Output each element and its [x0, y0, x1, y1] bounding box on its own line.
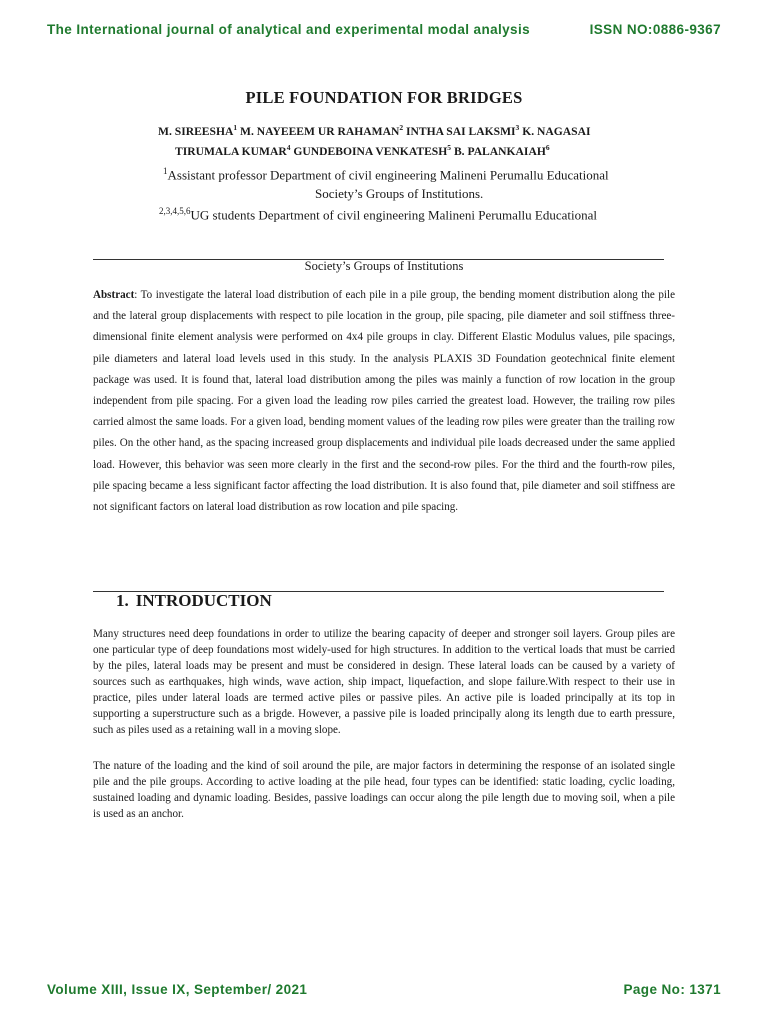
author-name: M. NAYEEEM UR RAHAMAN [240, 124, 400, 138]
author-sup: 6 [545, 142, 550, 152]
author-name: K. NAGASAI [522, 124, 591, 138]
section-title: INTRODUCTION [135, 591, 272, 610]
paper-title: PILE FOUNDATION FOR BRIDGES [245, 88, 523, 107]
author-name: INTHA SAI LAKSMI [406, 124, 516, 138]
affiliation-1 [92, 162, 732, 203]
affiliation-text: Society’s Groups of Institutions [304, 259, 464, 273]
author-line-1 [92, 120, 692, 140]
author-sup: 3 [515, 123, 520, 132]
journal-name: The International journal of analytical and experimental modal analysis [47, 22, 531, 37]
author-line-2 [92, 140, 692, 160]
abstract-text: : To investigate the lateral load distribution of each pile in a pile group, the bending moment distribution along the pile and the lateral group displacements with respect to pile location in the group, pile spacing, pile diameter and soil stiffness three-dimensional finite element analysis were performed on 4x4 pile groups in clay. Different Elastic Modulus values, pile spacings, pile diameters and lateral load levels used in this study. In the analysis PLAXIS 3D Foundation geotechnical finite element package was used. It is found that, lateral load distribution among the piles was mainly a function of row location in the group independent from pile spacing. For a given load the leading row piles carried the greatest load. However, the trailing row piles carried almost the same loads. For a given load, bending moment values of the leading row piles were greater than the trailing row piles. On the other hand, as the spacing increased group displacements and individual pile loads decreased under the same applied load. However, this behavior was seen more clearly in the first and the second-row piles. For the third and the fourth-row piles, pile spacing became a less significant factor affecting the load distribution. It is also found that, pile diameter and soil stiffness are not significant factors on lateral load distribution as row location and pile spacing. [93, 289, 675, 514]
abstract [93, 285, 675, 518]
abstract-label: Abstract [93, 289, 135, 301]
author-name: GUNDEBOINA VENKATESH [293, 144, 448, 158]
author-name: B. PALANKAIAH [453, 144, 546, 158]
author-sup: 2 [399, 123, 404, 132]
issn-number: ISSN NO:0886-9367 [589, 22, 721, 37]
author-name: M. SIREESHA [158, 124, 234, 138]
page-number: Page No: 1371 [623, 982, 721, 997]
volume-info: Volume XIII, Issue IX, September/ 2021 [47, 982, 308, 997]
affiliation-text: UG students Department of civil engineering Malineni Perumallu Educational [190, 207, 598, 223]
author-name: TIRUMALA KUMAR [175, 144, 287, 158]
affiliation-text: Assistant professor Department of civil engineering Malineni Perumallu Educational [167, 167, 609, 183]
affiliation-text: Society’s Groups of Institutions. [315, 186, 484, 202]
author-list [92, 120, 692, 160]
affiliation-2 [92, 202, 739, 224]
paragraph: Many structures need deep foundations in order to utilize the bearing capacity of deeper and stronger soil layers. Group piles are one particular type of deep foundations most widely-used for high structures. In addition to the vertical loads that must be carried by the piles, lateral loads may be present and must be considered in design. These lateral loads can be caused by a variety of sources such as earthquakes, high winds, wave action, ship impact, liquefaction, and slope failure.With respect to their use in practice, piles under lateral loads are termed active piles or passive piles. An active pile is loaded principally at its top in supporting a superstructure such as a brigde. However, a passive pile is loaded principally along its length due to earth pressure, such as piles used as a retaining wall in a moving slope. [93, 628, 675, 736]
section-number: 1. [116, 591, 129, 610]
section-heading [116, 591, 272, 611]
author-sup: 1 [233, 123, 238, 132]
author-sup: 5 [447, 142, 452, 152]
author-sup: 4 [286, 142, 291, 152]
affiliation-sup: 2,3,4,5,6 [159, 206, 191, 216]
paragraph: The nature of the loading and the kind of soil around the pile, are major factors in determining the response of an isolated single pile and the pile groups. According to active loading at the pile head, four types can be identified: static loading, cyclic loading, sustained loading and dynamic loading. Besides, passive loadings can occur along the pile length due to moving soil, when a pile is used as an anchor. [93, 760, 675, 820]
affiliation-sup: 1 [163, 166, 168, 176]
